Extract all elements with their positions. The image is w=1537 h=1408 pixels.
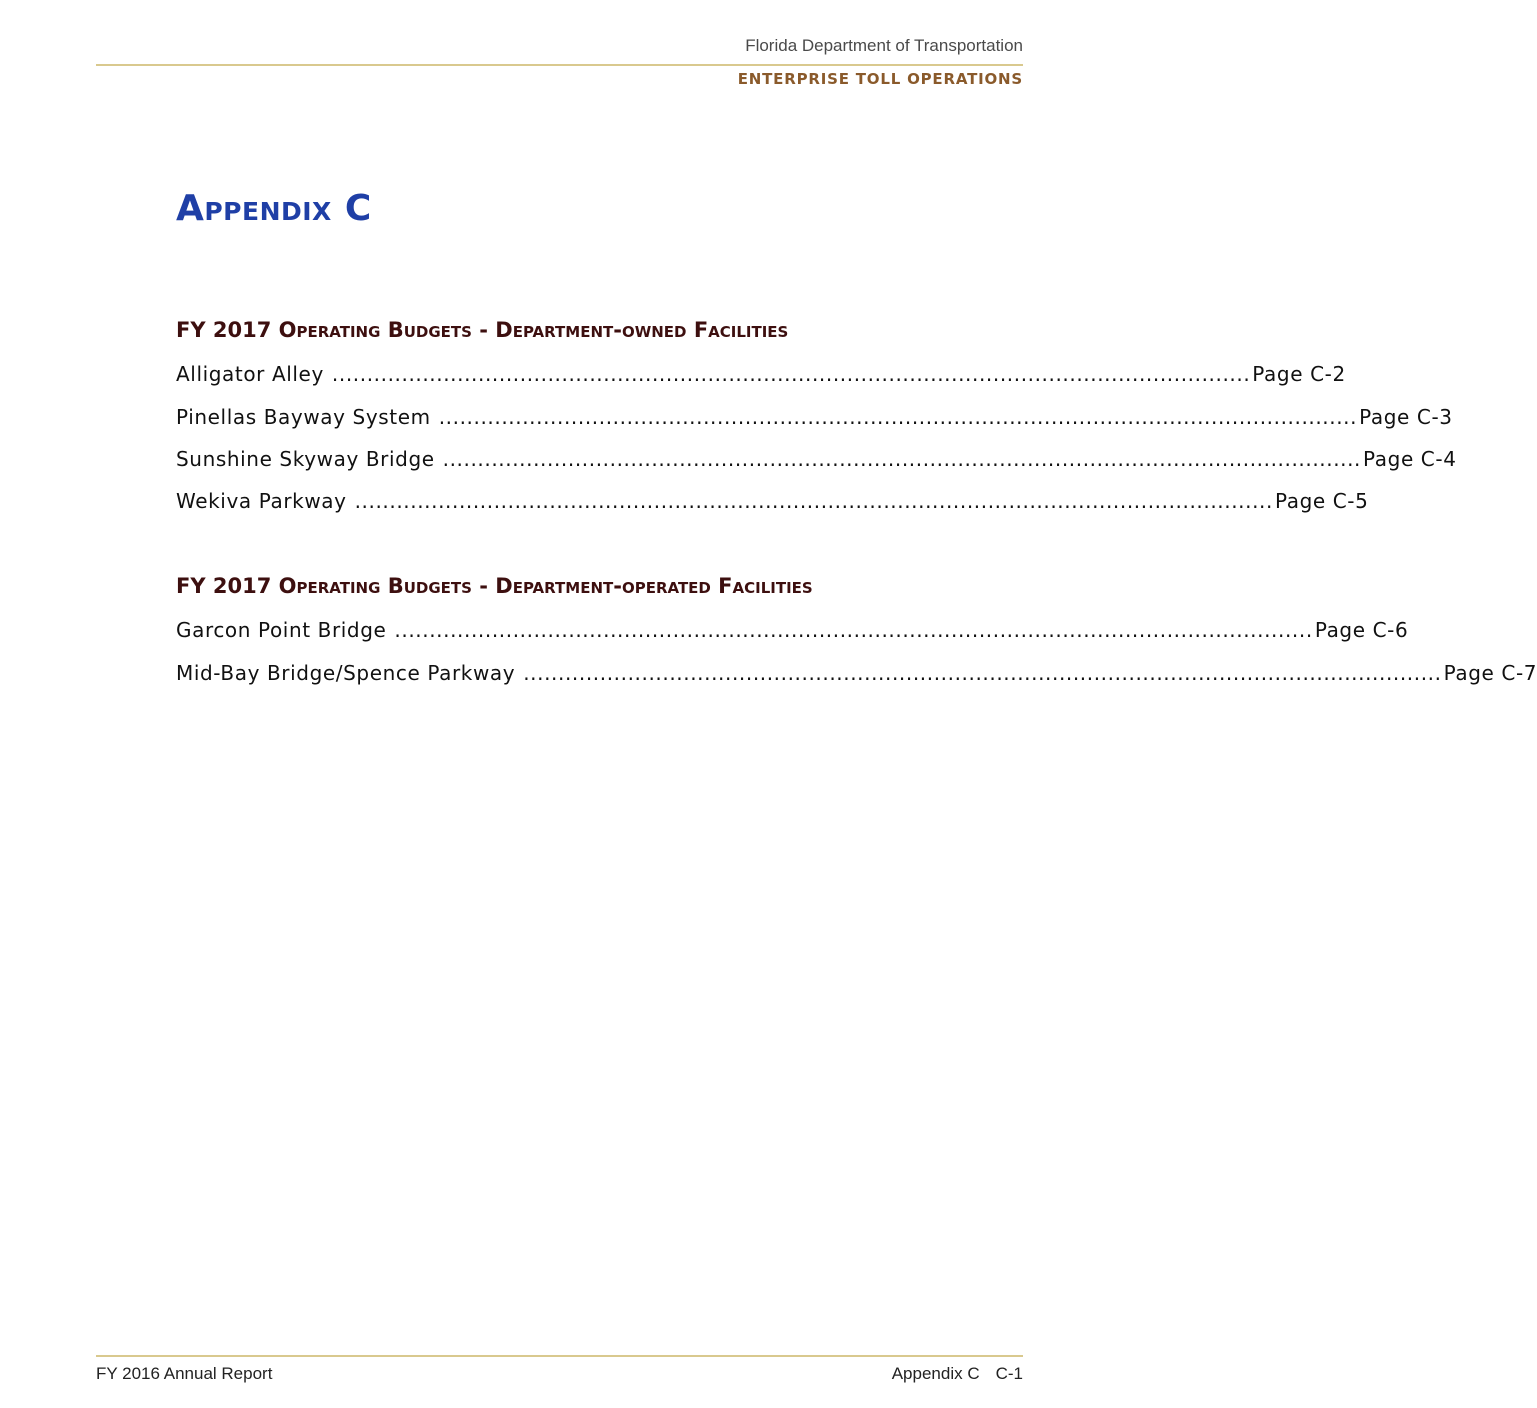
section-heading-owned: FY 2017 Operating Budgets - Department-owned Facilities	[176, 318, 789, 342]
toc-entry-page: Page C-4	[1363, 447, 1457, 471]
toc-entry[interactable]	[176, 661, 1537, 689]
footer-right	[892, 1364, 1023, 1384]
toc-entry[interactable]	[176, 447, 1457, 475]
header-division: ENTERPRISE TOLL OPERATIONS	[737, 70, 1023, 88]
dot-leader: ....................................................................................................................................	[394, 618, 1313, 642]
toc-entry-page: Page C-2	[1252, 362, 1346, 386]
toc-entry-page: Page C-3	[1359, 405, 1453, 429]
dot-leader: ....................................................................................................................................	[523, 661, 1442, 685]
toc-entry-page: Page C-7	[1443, 661, 1537, 685]
footer-page-number: C-1	[995, 1364, 1023, 1383]
toc-entry[interactable]	[176, 405, 1453, 433]
footer-section: Appendix C	[891, 1364, 980, 1383]
toc-entry-name: Wekiva Parkway	[176, 489, 347, 513]
toc-entry-page: Page C-5	[1274, 489, 1369, 513]
toc-entry-name: Garcon Point Bridge	[176, 618, 387, 642]
toc-entry-name: Sunshine Skyway Bridge	[176, 447, 435, 471]
toc-entry-name: Mid-Bay Bridge/Spence Parkway	[176, 661, 516, 685]
header-organization: Florida Department of Transportation	[745, 36, 1023, 55]
toc-entry-name: Pinellas Bayway System	[176, 405, 431, 429]
footer-report: FY 2016 Annual Report	[96, 1364, 273, 1383]
dot-leader: ....................................................................................................................................	[354, 489, 1273, 513]
toc-entry-name: Alligator Alley	[176, 362, 324, 386]
footer-divider	[96, 1355, 1023, 1357]
toc-entry[interactable]	[176, 618, 1409, 646]
dot-leader: ....................................................................................................................................	[442, 447, 1362, 471]
header-divider	[96, 64, 1023, 66]
dot-leader: ....................................................................................................................................	[438, 405, 1358, 429]
toc-entry[interactable]	[176, 489, 1369, 517]
page-title: Appendix C	[176, 188, 372, 229]
toc-entry[interactable]	[176, 362, 1346, 390]
toc-entry-page: Page C-6	[1314, 618, 1409, 642]
section-heading-operated: FY 2017 Operating Budgets - Department-operated Facilities	[176, 574, 813, 598]
dot-leader: ....................................................................................................................................	[331, 362, 1251, 386]
